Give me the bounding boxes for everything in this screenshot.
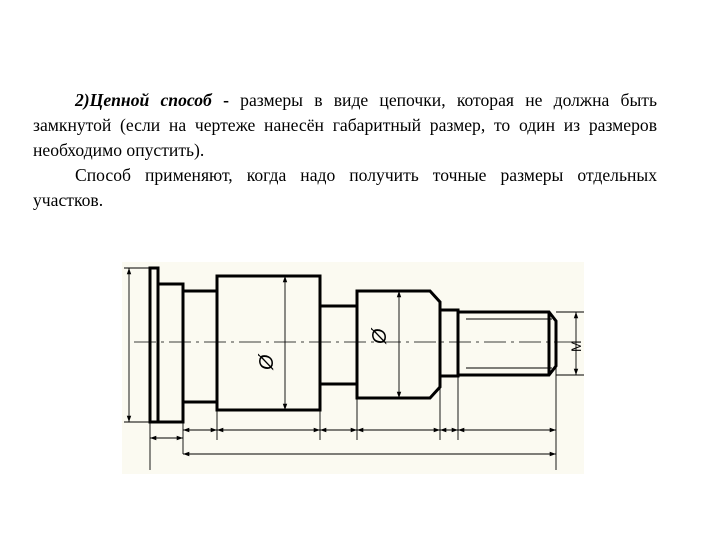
term-chain-method: 2)Цепной способ xyxy=(75,90,212,110)
definition-text: размеры в виде цепочки, которая не должна быть замкнутой (если на чертеже нанесён габаритный размер, то один из размеров необходимо опустить). xyxy=(33,90,657,160)
paragraph-usage xyxy=(33,163,657,213)
main-diameter-label: Ø xyxy=(256,354,278,370)
usage-text: Способ применяют, когда надо получить точные размеры отдельных участков. xyxy=(33,165,657,210)
step-diameter-label: Ø xyxy=(369,328,391,344)
shaft-drawing xyxy=(122,262,584,474)
thread-size-label: M xyxy=(568,340,584,352)
term-dash: - xyxy=(223,90,229,110)
text-block xyxy=(33,88,657,213)
paragraph-chain-method xyxy=(33,88,657,163)
